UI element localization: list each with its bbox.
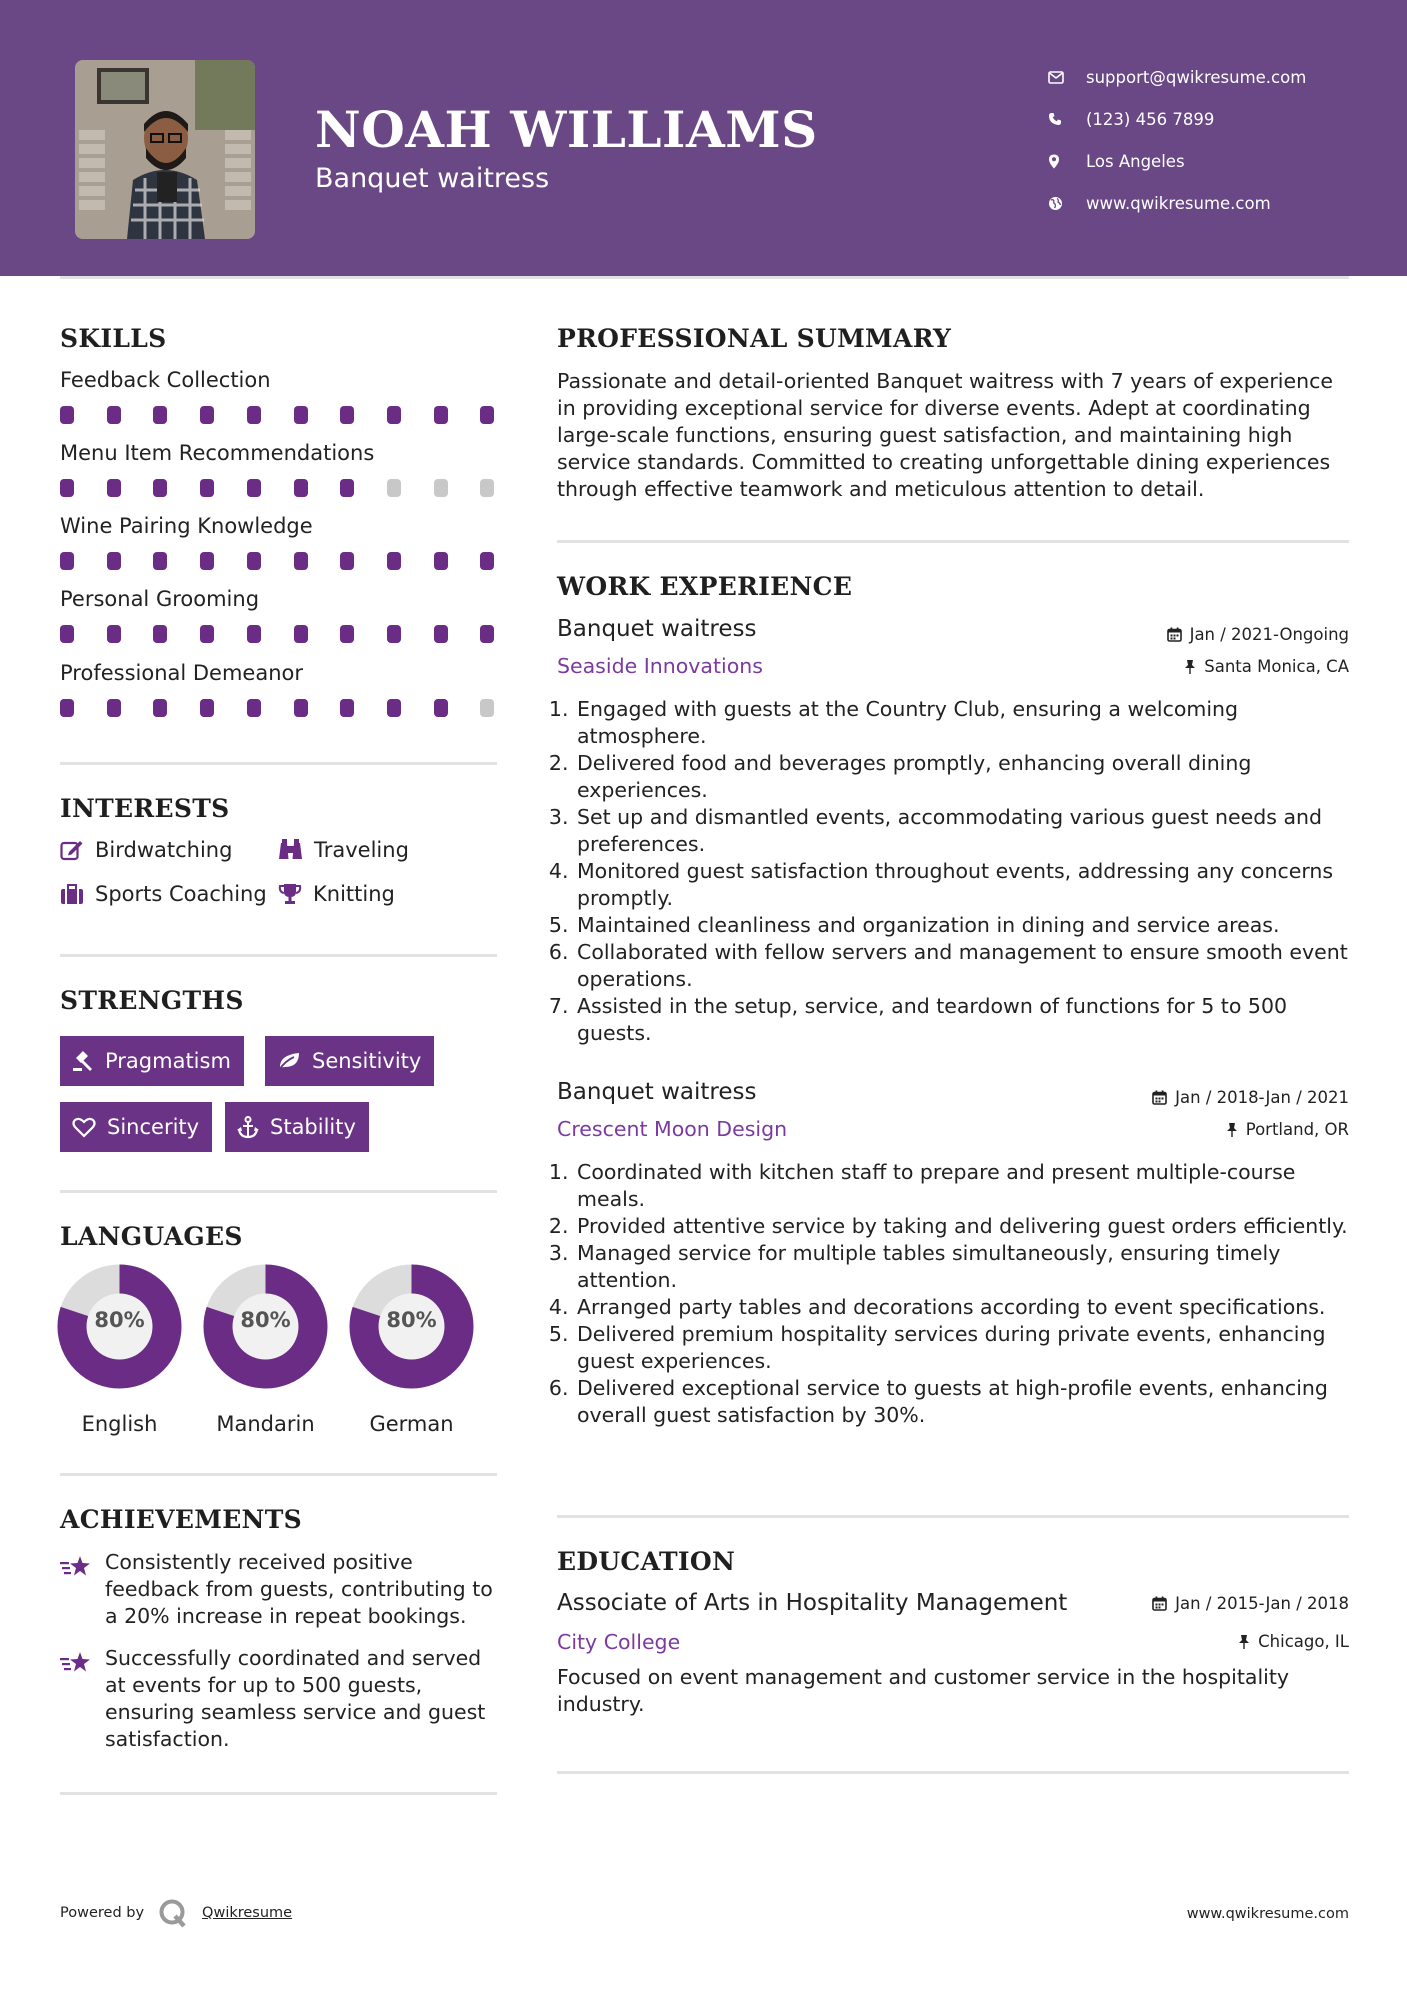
interest-label: Sports Coaching: [95, 882, 267, 906]
skill-dot-filled: [60, 552, 74, 570]
skill-dot-filled: [60, 699, 74, 717]
job-bullet: 6. Delivered exceptional service to guests at high-profile events, enhancing overall guest satisfaction by 30%.: [575, 1375, 1351, 1429]
skill-dot-filled: [247, 479, 261, 497]
job-bullet: 7. Assisted in the setup, service, and teardown of functions for 5 to 500 guests.: [575, 993, 1351, 1047]
strengths-heading: STRENGTHS: [60, 986, 244, 1015]
shooting-star-icon: [60, 1651, 92, 1675]
languages-heading: LANGUAGES: [60, 1222, 243, 1251]
interest-item: [278, 882, 395, 906]
job-bullet: 5. Maintained cleanliness and organization in dining and service areas.: [575, 912, 1351, 939]
section-divider: [557, 1771, 1349, 1774]
skill-dot-filled: [480, 552, 494, 570]
strength-label: Pragmatism: [105, 1049, 231, 1073]
skill-dot-filled: [247, 552, 261, 570]
skill-dot-filled: [247, 699, 261, 717]
skill-rating: [60, 625, 500, 643]
job-location: [1226, 1120, 1349, 1139]
contact-email-text: support@qwikresume.com: [1086, 67, 1307, 87]
skill-dot-empty: [480, 699, 494, 717]
job-bullet: 4. Monitored guest satisfaction throughout events, addressing any concerns promptly.: [575, 858, 1351, 912]
education-dates-text: Jan / 2015-Jan / 2018: [1175, 1594, 1349, 1613]
job-bullet: 1. Coordinated with kitchen staff to prepare and present multiple-course meals.: [575, 1159, 1351, 1213]
section-divider: [60, 954, 497, 957]
qwikresume-logo-icon: [158, 1898, 188, 1928]
skill-dot-filled: [107, 699, 121, 717]
degree-title: Associate of Arts in Hospitality Management: [557, 1590, 1068, 1616]
section-divider: [60, 1190, 497, 1193]
job-title: Banquet waitress: [557, 1079, 757, 1105]
language-name: German: [369, 1412, 454, 1436]
summary-text: Passionate and detail-oriented Banquet waitress with 7 years of experience in providing exceptional service for diverse events. Adept at coordinating large-scale functions, ensuring guest satisfaction, and maintaining high service standards. Committed to creating unforgettable dining experiences through effective teamwork and meticulous attention to detail.: [557, 369, 1333, 501]
skill-dot-filled: [60, 479, 74, 497]
skill-dot-filled: [434, 699, 448, 717]
skill-name: Menu Item Recommendations: [60, 441, 375, 465]
achievement-item: [60, 1549, 500, 1631]
job-bullet: 2. Delivered food and beverages promptly, enhancing overall dining experiences.: [575, 750, 1351, 804]
skill-name: Personal Grooming: [60, 587, 260, 611]
envelope-icon: [1048, 71, 1086, 84]
skill-dot-filled: [107, 479, 121, 497]
skill-dot-filled: [294, 552, 308, 570]
profile-photo: [75, 60, 255, 239]
job-title: Banquet waitress: [557, 616, 757, 642]
job-bullets: [551, 1159, 1351, 1429]
skill-dot-filled: [387, 625, 401, 643]
shooting-star-icon: [60, 1555, 92, 1579]
edit-icon: [60, 839, 84, 861]
job-bullet: 3. Managed service for multiple tables simultaneously, ensuring timely attention.: [575, 1240, 1351, 1294]
company-name: Seaside Innovations: [557, 654, 763, 678]
contact-website-text: www.qwikresume.com: [1086, 193, 1271, 213]
skill-rating: [60, 479, 500, 497]
skill-dot-filled: [60, 406, 74, 424]
job-bullet: 6. Collaborated with fellow servers and management to ensure smooth event operations.: [575, 939, 1351, 993]
interest-label: Traveling: [314, 838, 409, 862]
skills-heading: SKILLS: [60, 324, 167, 353]
skill-dot-empty: [480, 479, 494, 497]
skill-dot-filled: [153, 479, 167, 497]
interests-heading: INTERESTS: [60, 794, 230, 823]
gavel-icon: [72, 1050, 94, 1072]
candidate-role: Banquet waitress: [315, 163, 550, 194]
language-percent: 80%: [94, 1308, 145, 1332]
skill-dot-filled: [247, 625, 261, 643]
education-location-text: Chicago, IL: [1258, 1632, 1349, 1651]
globe-icon: [1048, 196, 1086, 211]
skill-dot-filled: [294, 625, 308, 643]
skill-dot-filled: [294, 479, 308, 497]
trophy-icon: [278, 883, 302, 905]
interest-item: [60, 882, 267, 906]
contact-location-text: Los Angeles: [1086, 151, 1185, 171]
section-divider: [557, 540, 1349, 543]
skill-dot-filled: [480, 406, 494, 424]
skill-dot-filled: [340, 406, 354, 424]
resume-header: [0, 0, 1407, 276]
skill-name: Feedback Collection: [60, 368, 271, 392]
calendar-icon: [1152, 1090, 1167, 1105]
skill-dot-filled: [200, 625, 214, 643]
section-divider: [60, 762, 497, 765]
language-percent: 80%: [386, 1308, 437, 1332]
map-marker-icon: [1048, 154, 1086, 169]
job-bullet: 2. Provided attentive service by taking and delivering guest orders efficiently.: [575, 1213, 1351, 1240]
skill-dot-filled: [200, 699, 214, 717]
pushpin-icon: [1238, 1634, 1250, 1649]
job-dates: [1152, 1088, 1349, 1107]
section-divider: [60, 1473, 497, 1476]
summary-heading: PROFESSIONAL SUMMARY: [557, 324, 952, 353]
education-description: Focused on event management and customer service in the hospitality industry.: [557, 1665, 1290, 1716]
contact-website[interactable]: [1048, 182, 1368, 224]
skill-rating: [60, 699, 500, 717]
education-dates: [1152, 1594, 1349, 1613]
skill-dot-filled: [340, 479, 354, 497]
skill-rating: [60, 552, 500, 570]
skill-dot-filled: [480, 625, 494, 643]
interest-label: Knitting: [313, 882, 395, 906]
job-dates: [1167, 625, 1349, 644]
powered-by-text: Powered by: [60, 1905, 145, 1921]
language-name: Mandarin: [216, 1412, 315, 1436]
skill-dot-filled: [294, 406, 308, 424]
interest-item: [60, 838, 232, 862]
phone-icon: [1048, 112, 1086, 126]
skill-dot-filled: [153, 699, 167, 717]
job-bullet: 4. Arranged party tables and decorations according to event specifications.: [575, 1294, 1351, 1321]
binoculars-icon: [278, 839, 303, 861]
skill-dot-filled: [60, 625, 74, 643]
skill-dot-filled: [340, 625, 354, 643]
achievements-heading: ACHIEVEMENTS: [60, 1505, 302, 1534]
skill-dot-filled: [340, 552, 354, 570]
skill-dot-filled: [107, 406, 121, 424]
skill-dot-filled: [434, 406, 448, 424]
job-dates-text: Jan / 2021-Ongoing: [1189, 625, 1349, 644]
job-bullets: [551, 696, 1351, 1047]
strength-badge: [60, 1036, 244, 1086]
contact-email[interactable]: [1048, 56, 1368, 98]
skill-dot-filled: [434, 625, 448, 643]
job-bullet: 1. Engaged with guests at the Country Club, ensuring a welcoming atmosphere.: [575, 696, 1351, 750]
calendar-icon: [1167, 627, 1182, 642]
skill-dot-filled: [247, 406, 261, 424]
calendar-icon: [1152, 1596, 1167, 1611]
job-location-text: Portland, OR: [1245, 1120, 1349, 1139]
footer-url[interactable]: www.qwikresume.com: [1186, 1906, 1349, 1922]
heart-icon: [72, 1117, 96, 1138]
skill-dot-filled: [434, 552, 448, 570]
skill-dot-filled: [387, 552, 401, 570]
achievement-text: Consistently received positive feedback from guests, contributing to a 20% increase in repeat bookings.: [105, 1550, 493, 1628]
school-name: City College: [557, 1630, 681, 1654]
anchor-icon: [237, 1116, 259, 1139]
skill-dot-filled: [153, 625, 167, 643]
strength-badge: [60, 1102, 212, 1152]
skill-dot-filled: [294, 699, 308, 717]
contact-phone[interactable]: [1048, 98, 1368, 140]
strength-badge: [265, 1036, 434, 1086]
skill-dot-filled: [153, 552, 167, 570]
job-dates-text: Jan / 2018-Jan / 2021: [1175, 1088, 1349, 1107]
footer-powered-by: [60, 1898, 292, 1928]
education-location: [1238, 1632, 1349, 1651]
contact-list: [1048, 56, 1368, 224]
experience-heading: WORK EXPERIENCE: [557, 572, 853, 601]
skill-dot-filled: [107, 552, 121, 570]
job-bullet: 5. Delivered premium hospitality services during private events, enhancing guest experiences.: [575, 1321, 1351, 1375]
strength-badge: [225, 1102, 369, 1152]
header-divider: [60, 276, 1349, 279]
candidate-name: NOAH WILLIAMS: [315, 100, 818, 159]
skill-dot-empty: [387, 479, 401, 497]
contact-phone-text: (123) 456 7899: [1086, 109, 1215, 129]
job-location: [1184, 657, 1349, 676]
language-name: English: [81, 1412, 158, 1436]
strength-label: Stability: [270, 1115, 356, 1139]
pushpin-icon: [1226, 1122, 1238, 1137]
strength-label: Sincerity: [107, 1115, 200, 1139]
skill-dot-filled: [387, 699, 401, 717]
achievement-item: [60, 1645, 500, 1755]
qwikresume-link[interactable]: Qwikresume: [202, 1905, 293, 1921]
skill-dot-filled: [200, 406, 214, 424]
pushpin-icon: [1184, 659, 1196, 674]
company-name: Crescent Moon Design: [557, 1117, 788, 1141]
skill-name: Professional Demeanor: [60, 661, 304, 685]
interest-item: [278, 838, 409, 862]
skill-rating: [60, 406, 500, 424]
skill-dot-filled: [107, 625, 121, 643]
skill-name: Wine Pairing Knowledge: [60, 514, 313, 538]
section-divider: [60, 1792, 497, 1795]
language-percent: 80%: [240, 1308, 291, 1332]
contact-location: [1048, 140, 1368, 182]
skill-dot-empty: [434, 479, 448, 497]
achievement-text: Successfully coordinated and served at events for up to 500 guests, ensuring seamless service and guest satisfaction.: [105, 1646, 486, 1751]
skill-dot-filled: [200, 552, 214, 570]
skill-dot-filled: [387, 406, 401, 424]
skill-dot-filled: [340, 699, 354, 717]
job-bullet: 3. Set up and dismantled events, accommodating various guest needs and preferences.: [575, 804, 1351, 858]
strength-label: Sensitivity: [312, 1049, 422, 1073]
leaf-icon: [277, 1051, 301, 1071]
briefcase-icon: [60, 884, 84, 905]
skill-dot-filled: [153, 406, 167, 424]
section-divider: [557, 1515, 1349, 1518]
interest-label: Birdwatching: [95, 838, 233, 862]
education-heading: EDUCATION: [557, 1547, 736, 1576]
job-location-text: Santa Monica, CA: [1204, 657, 1349, 676]
skill-dot-filled: [200, 479, 214, 497]
